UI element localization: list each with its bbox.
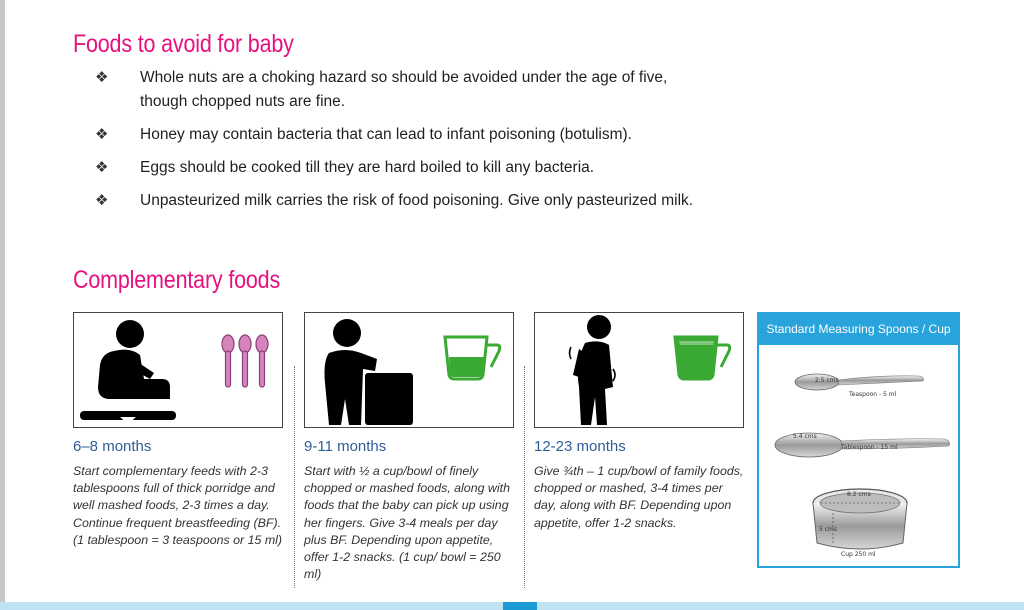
diamond-bullet-icon: ❖ (95, 192, 109, 209)
diamond-bullet-icon: ❖ (95, 159, 109, 176)
cup-label: Cup 250 ml (841, 551, 876, 558)
list-item (95, 156, 715, 180)
tablespoon-width-label: 5.4 cms (793, 433, 817, 440)
list-item (95, 66, 715, 114)
stage-description: Give ¾th – 1 cup/bowl of family foods, chopped or mashed, 3-4 times per day, along with BF. Depending upon appetite, offer 1-2 snacks. (534, 464, 744, 530)
teaspoon-label: Teaspoon - 5 ml (849, 391, 897, 398)
dotted-divider (294, 366, 295, 588)
tablespoon-label: Tablespoon - 15 ml (841, 444, 898, 451)
dotted-divider (524, 366, 525, 588)
measuring-cup-image (813, 489, 907, 549)
stage-age-label: 9-11 months (304, 438, 387, 455)
stage-description: Start with ½ a cup/bowl of finely chopped or mashed foods, along with foods that the baby can pick up using her fingers. Give 3-4 meals per day plus BF. Depending upon appetite, offer 1-2 snacks. (1 cup/ bowl = 250 ml) (304, 464, 510, 582)
complementary-foods-heading: Complementary foods (73, 266, 281, 294)
panel-title: Standard Measuring Spoons / Cup (759, 314, 958, 345)
measuring-spoons-panel (757, 312, 960, 568)
sitting-baby-icon (80, 320, 176, 424)
diamond-bullet-icon: ❖ (95, 69, 109, 86)
full-cup-icon (675, 337, 730, 379)
bullet-text: Unpasteurized milk carries the risk of food poisoning. Give only pasteurized milk. (140, 192, 694, 209)
cup-width-label: 8.2 cms (847, 491, 871, 498)
stage-description: Start complementary feeds with 2-3 tablespoons full of thick porridge and well mashed foods, 2-3 times a day. Continue frequent breastfeeding (BF). (1 tablespoon = 3 teaspoons or 15 ml) (73, 464, 283, 547)
bullet-text: Whole nuts are a choking hazard so should be avoided under the age of five, though chopped nuts are fine. (140, 69, 668, 110)
teaspoon-width-label: 2.5 cms (815, 377, 839, 384)
toddler-at-table-illustration (304, 312, 514, 428)
list-item (95, 123, 715, 147)
sitting-baby-illustration (73, 312, 283, 428)
stage-age-label: 12-23 months (534, 438, 626, 455)
half-cup-icon (445, 337, 500, 379)
cup-height-label: 5 cms (819, 526, 837, 533)
list-item (95, 189, 715, 213)
teaspoons-icon (222, 335, 268, 387)
walking-child-icon (570, 315, 616, 425)
toddler-leaning-icon (325, 319, 414, 425)
stage-age-label: 6–8 months (73, 438, 152, 455)
walking-child-illustration (534, 312, 744, 428)
bullet-text: Eggs should be cooked till they are hard boiled to kill any bacteria. (140, 159, 595, 176)
foods-to-avoid-heading: Foods to avoid for baby (73, 30, 294, 58)
diamond-bullet-icon: ❖ (95, 126, 109, 143)
bottom-page-marker (503, 602, 537, 610)
foods-to-avoid-list (95, 66, 715, 222)
page-left-edge (0, 0, 5, 610)
bullet-text: Honey may contain bacteria that can lead to infant poisoning (botulism). (140, 126, 632, 143)
